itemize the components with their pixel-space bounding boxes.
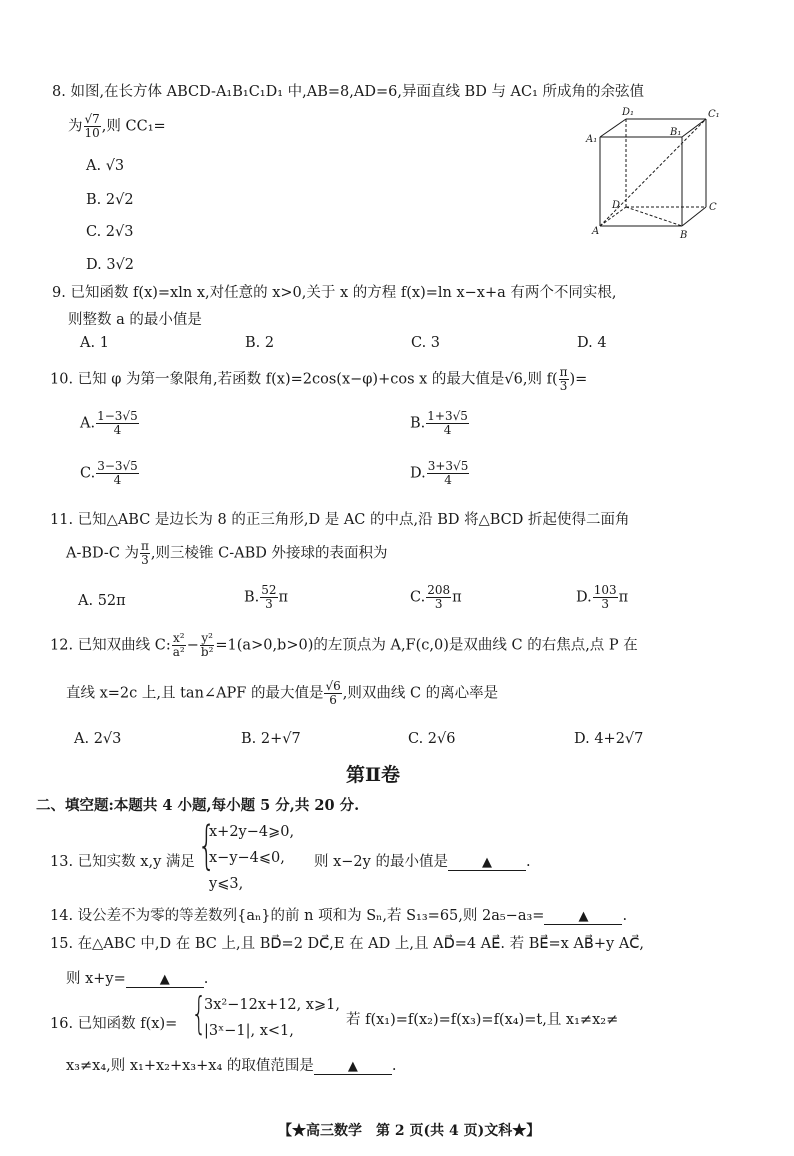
q8-stem-line2 [68, 113, 166, 140]
q15-answer-blank [126, 971, 204, 988]
q14-answer-blank [544, 908, 622, 925]
q15-stem-line2 [66, 967, 208, 988]
q12-frac-y-num: y² [201, 631, 213, 645]
q12-frac-max [324, 680, 341, 707]
q15-end: . [203, 971, 209, 987]
q10-option-d-den: 4 [444, 473, 452, 487]
label-a: A [592, 226, 600, 237]
q16-case-1: 3x²−12x+12, x⩾1, [204, 997, 340, 1013]
q12-frac-y [200, 632, 215, 659]
q12-frac-y-den: b² [200, 645, 214, 659]
q11-option-b-frac [260, 584, 277, 611]
q10-option-c-frac [96, 460, 139, 487]
q10-option-d-label: D. [410, 465, 426, 482]
q11-option-c [410, 584, 462, 611]
q11-option-c-den: 3 [434, 597, 443, 611]
q10-option-b [410, 410, 470, 437]
cuboid-figure [584, 104, 734, 242]
q10-option-d [410, 460, 470, 487]
q16-answer-blank [314, 1058, 392, 1075]
q11-option-b-den: 3 [265, 597, 273, 611]
q8-option-c: C. 2√3 [86, 224, 134, 240]
q12-line2-suffix: ,则双曲线 C 的离心率是 [342, 685, 499, 702]
label-b1: B₁ [670, 127, 682, 138]
q10-suffix: )= [569, 371, 588, 388]
q16-prefix: 16. 已知函数 f(x)= [50, 1016, 178, 1032]
q12-stem-line1 [50, 632, 638, 659]
q11-option-b-num: 52 [261, 583, 277, 597]
q12-frac-x [172, 632, 186, 659]
q11-suffix: ,则三棱锥 C-ABD 外接球的表面积为 [150, 545, 388, 562]
q13-post-text: 则 x−2y 的最小值是 [314, 854, 448, 870]
label-d: D [612, 200, 621, 211]
q12-line2-prefix: 直线 x=2c 上,且 tan∠APF 的最大值是 [66, 685, 324, 702]
q8-option-d: D. 3√2 [86, 257, 135, 273]
page-footer: 【★高三数学 第 2 页(共 4 页)文科★】 [278, 1123, 541, 1139]
q11-option-b [244, 584, 288, 611]
q10-option-a-num: 1−3√5 [97, 409, 138, 423]
q9-option-a: A. 1 [80, 335, 109, 351]
q13-condition-3: y⩽3, [209, 876, 244, 892]
q13-answer-blank [448, 854, 526, 871]
q10-option-a [80, 410, 140, 437]
q8-option-b: B. 2√2 [86, 192, 134, 208]
q12-frac-max-den: 6 [329, 693, 337, 707]
q11-option-a: A. 52π [78, 593, 126, 609]
q10-fraction [559, 366, 569, 393]
q15-text: 则 x+y= [66, 971, 126, 987]
q11-stem-line1: 11. 已知△ABC 是边长为 8 的正三角形,D 是 AC 的中点,沿 BD 将△BCD 折起使得二面角 [50, 512, 630, 528]
q11-prefix: A-BD-C 为 [66, 545, 140, 562]
q8-frac-num: √7 [84, 112, 100, 126]
q11-frac-num: π [141, 539, 149, 553]
q11-option-d-frac [593, 584, 618, 611]
q10-option-b-den: 4 [443, 423, 452, 437]
q11-option-c-num: 208 [427, 583, 451, 597]
q12-option-b: B. 2+√7 [241, 731, 301, 747]
q10-prefix: 10. 已知 φ 为第一象限角,若函数 f(x)=2cos(x−φ)+cos x 的最大值是√6,则 f( [50, 371, 558, 388]
q11-option-d-label: D. [576, 589, 592, 606]
q10-option-c [80, 460, 140, 487]
q15-blank-mark: ▲ [159, 972, 170, 987]
q11-frac-den: 3 [141, 553, 149, 567]
q9-option-b: B. 2 [245, 335, 275, 351]
q11-option-b-label: B. [244, 589, 260, 606]
label-b: B [680, 230, 688, 241]
q14-stem [50, 904, 627, 925]
section-heading: 二、填空题:本题共 4 小题,每小题 5 分,共 20 分. [36, 797, 360, 814]
q10-option-b-label: B. [410, 415, 426, 432]
q12-option-d: D. 4+2√7 [574, 731, 644, 747]
q16-brace-glyph: { [191, 988, 207, 1039]
q12-option-c: C. 2√6 [408, 731, 456, 747]
q11-stem-line2 [66, 540, 388, 567]
q10-option-b-frac [426, 410, 469, 437]
q10-option-d-num: 3+3√5 [427, 459, 469, 473]
q10-option-b-num: 1+3√5 [427, 409, 468, 423]
q10-option-a-label: A. [80, 415, 96, 432]
q13-condition-1: x+2y−4⩾0, [209, 824, 295, 840]
q10-option-c-den: 4 [113, 473, 122, 487]
q8-frac-den: 10 [84, 126, 100, 140]
q12-frac-x-den: a² [172, 645, 185, 659]
q14-text: 14. 设公差不为零的等差数列{aₙ}的前 n 项和为 Sₙ,若 S₁₃=65,则 2a₅−a₃= [50, 908, 545, 924]
q10-option-a-frac [96, 410, 139, 437]
q12-minus: − [186, 637, 199, 654]
q14-end: . [622, 908, 628, 924]
q10-option-c-num: 3−3√5 [97, 459, 138, 473]
label-a1: A₁ [586, 134, 598, 145]
q8-option-a: A. √3 [86, 158, 125, 174]
q11-fraction [140, 540, 150, 567]
label-c1: C₁ [708, 109, 720, 120]
q10-frac-num: π [559, 365, 568, 379]
q11-option-d-num: 103 [593, 583, 617, 597]
q13-brace-glyph: { [197, 816, 216, 876]
q8-stem-line1: 8. 如图,在长方体 ABCD-A₁B₁C₁D₁ 中,AB=8,AD=6,异面直线 BD 与 AC₁ 所成角的余弦值 [52, 84, 645, 100]
q16-end: . [391, 1058, 397, 1074]
q10-stem [50, 366, 587, 393]
q11-option-d-pi: π [618, 589, 629, 606]
q16-blank-mark: ▲ [347, 1059, 358, 1074]
q13-question [314, 850, 531, 871]
q14-blank-mark: ▲ [578, 909, 589, 924]
q9-option-c: C. 3 [411, 335, 441, 351]
q8-suffix: ,则 CC₁= [101, 118, 166, 135]
q13-prefix: 13. 已知实数 x,y 满足 [50, 854, 195, 870]
q15-stem-line1: 15. 在△ABC 中,D 在 BC 上,且 BD⃗=2 DC⃗,E 在 AD 上,且 AD⃗=4 AE⃗. 若 BE⃗=x AB⃗+y AC⃗, [50, 936, 645, 952]
section-title: 第Ⅱ卷 [346, 764, 401, 786]
q11-option-c-label: C. [410, 589, 426, 606]
q10-option-d-frac [427, 460, 470, 487]
q13-condition-2: x−y−4⩽0, [209, 850, 285, 866]
q16-case-2: |3ˣ−1|, x<1, [204, 1023, 294, 1039]
q12-stem-line2 [66, 680, 498, 707]
q12-option-a: A. 2√3 [74, 731, 122, 747]
q12-line1-suffix: =1(a>0,b>0)的左顶点为 A,F(c,0)是双曲线 C 的右焦点,点 P 在 [215, 637, 638, 654]
q12-prefix: 12. 已知双曲线 C: [50, 637, 171, 654]
q11-option-c-frac [426, 584, 451, 611]
q9-option-d: D. 4 [577, 335, 607, 351]
q12-frac-x-num: x² [172, 631, 185, 645]
label-d1: D₁ [622, 107, 635, 118]
q11-option-d-den: 3 [601, 597, 609, 611]
q8-fraction [84, 113, 101, 140]
q9-stem-line2: 则整数 a 的最小值是 [68, 312, 202, 328]
q13-end: . [525, 854, 531, 870]
q16-stem-line1: 若 f(x₁)=f(x₂)=f(x₃)=f(x₄)=t,且 x₁≠x₂≠ [346, 1012, 619, 1028]
q11-option-b-pi: π [278, 589, 289, 606]
q11-option-d [576, 584, 628, 611]
q8-prefix: 为 [68, 118, 83, 135]
q16-text: x₃≠x₄,则 x₁+x₂+x₃+x₄ 的取值范围是 [66, 1058, 314, 1074]
q12-frac-max-num: √6 [325, 679, 341, 693]
q10-frac-den: 3 [559, 379, 568, 393]
q11-option-c-pi: π [452, 589, 462, 606]
q16-stem-line2 [66, 1054, 396, 1075]
label-c: C [709, 202, 717, 213]
q10-option-c-label: C. [80, 465, 96, 482]
q9-stem-line1: 9. 已知函数 f(x)=xln x,对任意的 x>0,关于 x 的方程 f(x)=ln x−x+a 有两个不同实根, [52, 285, 617, 301]
q10-option-a-den: 4 [113, 423, 122, 437]
q13-blank-mark: ▲ [481, 855, 492, 870]
